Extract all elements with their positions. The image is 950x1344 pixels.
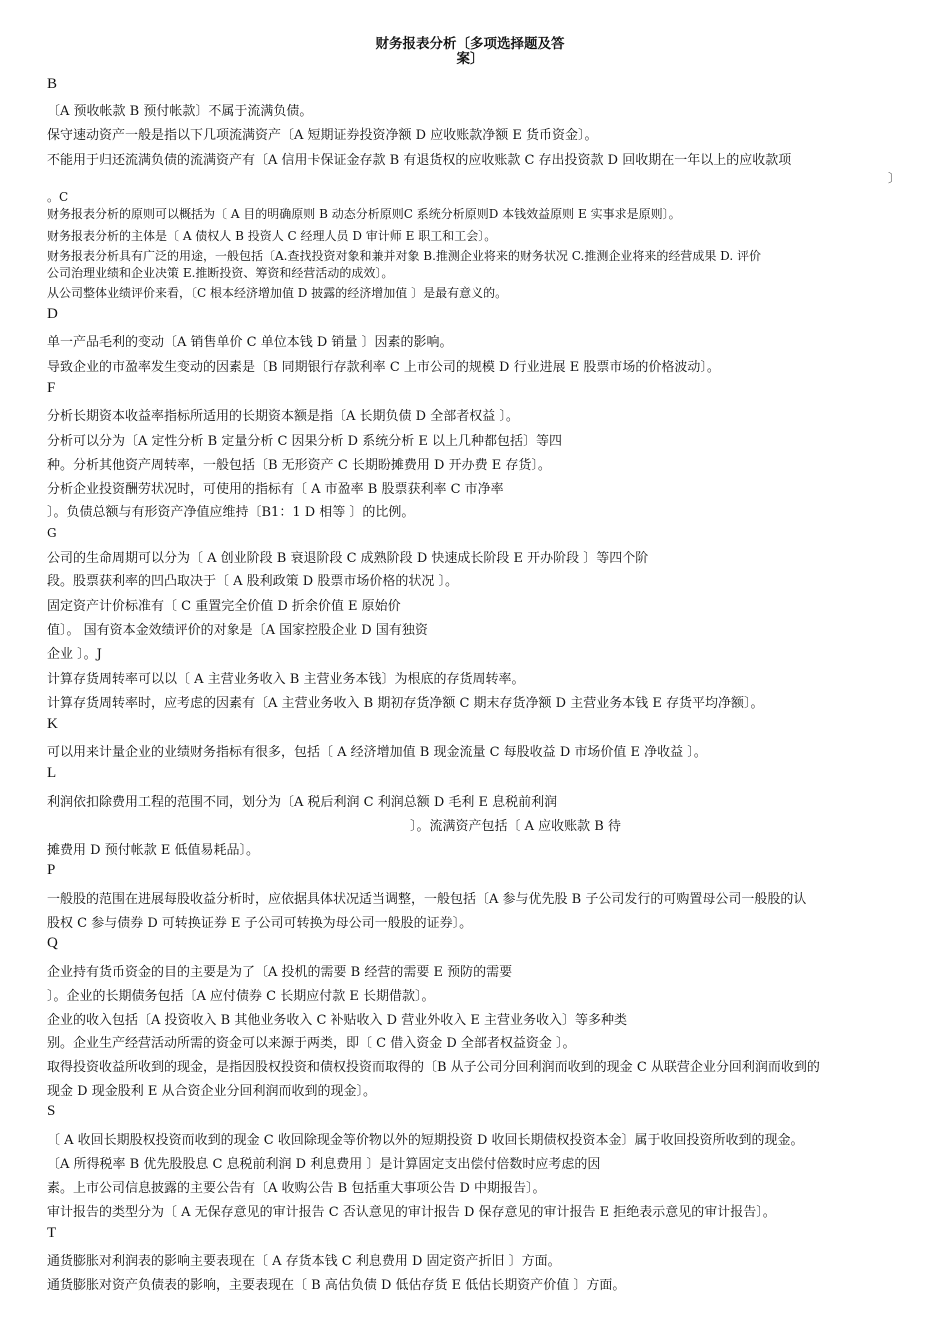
- text-line: 固定资产计价标准有〔 C 重置完全价值 D 折余价值 E 原始价: [47, 599, 401, 614]
- text-line: 从公司整体业绩评价来看，〔C 根本经济增加值 D 披露的经济增加值 〕是最有意义的。: [47, 286, 508, 300]
- section-letter-t: T: [47, 1225, 57, 1241]
- text-line: 通货膨胀对资产负债表的影响，主要表现在〔 B 高估负债 D 低估存货 E 低估长期资产价值 〕方面。: [47, 1278, 626, 1293]
- text-line: 计算存货周转率时，应考虑的因素有〔A 主营业务收入 B 期初存货净额 C 期末存货净额 D 主营业务本钱 E 存货平均净额〕。: [47, 696, 764, 711]
- text-line: 公司治理业绩和企业决策 E.推断投资、筹资和经营活动的成效〕。: [47, 266, 394, 280]
- section-letter-d: D: [47, 306, 58, 322]
- text-line: 企业持有货币资金的目的主要是为了〔A 投机的需要 B 经营的需要 E 预防的需要: [47, 965, 513, 980]
- text-line: 〕: [888, 171, 901, 185]
- text-line: 企业的收入包括〔A 投资收入 B 其他业务收入 C 补贴收入 D 营业外收入 E 主营业务收入〕等多种类: [47, 1013, 627, 1028]
- text-line: 段。股票获利率的凹凸取决于〔 A 股利政策 D 股票市场价格的状况 〕。: [47, 574, 458, 589]
- text-line: 保守速动资产一般是指以下几项流满资产〔A 短期证券投资净额 D 应收账款净额 E 货币资金〕。: [47, 128, 598, 143]
- text-line: 〕。企业的长期债务包括〔A 应付债券 C 长期应付款 E 长期借款〕。: [47, 989, 435, 1004]
- section-letter-s: S: [47, 1103, 56, 1119]
- text-line: 素。上市公司信息披露的主要公告有〔A 收购公告 B 包括重大事项公告 D 中期报告〕。: [47, 1181, 546, 1196]
- text-line: 一般股的范围在进展每股收益分析时，应依据具体状况适当调整，一般包括〔A 参与优先股 B 子公司发行的可购置母公司一般股的认: [47, 892, 807, 907]
- text-line: 分析可以分为〔A 定性分析 B 定量分析 C 因果分析 D 系统分析 E 以上几种都包括〕等四: [47, 434, 562, 449]
- text-line: 〔A 预收帐款 B 预付帐款〕不属于流满负债。: [47, 104, 313, 119]
- text-line: 单一产品毛利的变动〔A 销售单价 C 单位本钱 D 销量 〕因素的影响。: [47, 335, 453, 350]
- title-line-1: 财务报表分析〔多项选择题及答: [375, 36, 565, 52]
- section-letter-p: P: [47, 862, 56, 878]
- text-line: 〔A 所得税率 B 优先股股息 C 息税前利润 D 利息费用 〕是计算固定支出偿付倍数时应考虑的因: [47, 1157, 601, 1172]
- section-letter-b: B: [47, 76, 58, 92]
- section-letter-f: F: [47, 380, 56, 396]
- text-line: 财务报表分析具有广泛的用途，一般包括〔A.查找投资对象和兼并对象 B.推测企业将来的财务状况 C.推测企业将来的经营成果 D. 评价: [47, 249, 761, 263]
- text-line: 值〕。 国有资本金效绩评价的对象是〔A 国家控股企业 D 国有独资: [47, 623, 428, 638]
- text-line: 计算存货周转率可以以〔 A 主营业务收入 B 主营业务本钱〕为根底的存货周转率。: [47, 672, 525, 687]
- text-line: 〕。负债总额与有形资产净值应维持〔B1：1 D 相等 〕的比例。: [47, 505, 415, 520]
- text-line: 〔 A 收回长期股权投资而收到的现金 C 收回除现金等价物以外的短期投资 D 收回长期债权投资本金〕属于收回投资所收到的现金。: [47, 1133, 804, 1148]
- text-line: 。C: [47, 190, 69, 204]
- text-line: 摊费用 D 预付帐款 E 低值易耗品〕。: [47, 843, 259, 858]
- text-line: 不能用于归还流满负债的流满资产有〔A 信用卡保证金存款 B 有退货权的应收账款 C 存出投资款 D 回收期在一年以上的应收款项: [47, 153, 792, 168]
- page-title: [340, 37, 600, 67]
- text-line: 〕。流满资产包括〔 A 应收账款 B 待: [410, 819, 621, 834]
- text-line: 分析企业投资酬劳状况时，可使用的指标有〔 A 市盈率 B 股票获利率 C 市净率: [47, 482, 504, 497]
- text-line: 企业 〕。J: [47, 647, 102, 662]
- text-line: 可以用来计量企业的业绩财务指标有很多，包括〔 A 经济增加值 B 现金流量 C 每股收益 D 市场价值 E 净收益 〕。: [47, 745, 707, 760]
- text-line: 审计报告的类型分为〔 A 无保存意见的审计报告 C 否认意见的审计报告 D 保存意见的审计报告 E 拒绝表示意见的审计报告〕。: [47, 1205, 776, 1220]
- text-line: 种。分析其他资产周转率，一般包括〔B 无形资产 C 长期盼摊费用 D 开办费 E 存货〕。: [47, 458, 551, 473]
- text-line: 财务报表分析的原则可以概括为〔 A 目的明确原则 B 动态分析原则C 系统分析原则D 本钱效益原则 E 实事求是原则〕。: [47, 207, 681, 221]
- section-letter-g: G: [47, 526, 57, 540]
- text-line: 通货膨胀对利润表的影响主要表现在〔 A 存货本钱 C 利息费用 D 固定资产折旧 〕方面。: [47, 1254, 561, 1269]
- text-line: 别。企业生产经营活动所需的资金可以来源于两类，即〔 C 借入资金 D 全部者权益资金 〕。: [47, 1036, 576, 1051]
- section-letter-k: K: [47, 716, 58, 732]
- section-letter-q: Q: [47, 935, 58, 951]
- text-line: 导致企业的市盈率发生变动的因素是〔B 同期银行存款利率 C 上市公司的规模 D 行业进展 E 股票市场的价格波动〕。: [47, 360, 720, 375]
- section-letter-l: L: [47, 765, 57, 781]
- text-line: 公司的生命周期可以分为〔 A 创业阶段 B 衰退阶段 C 成熟阶段 D 快速成长阶段 E 开办阶段 〕等四个阶: [47, 551, 649, 566]
- text-line: 分析长期资本收益率指标所适用的长期资本额是指〔A 长期负债 D 全部者权益 〕。: [47, 409, 519, 424]
- text-line: 利润依扣除费用工程的范围不同，划分为〔A 税后利润 C 利润总额 D 毛利 E 息税前利润: [47, 795, 558, 810]
- text-line: 现金 D 现金股利 E 从合资企业分回利润而收到的现金〕。: [47, 1084, 376, 1099]
- title-line-2: 案〕: [456, 51, 484, 67]
- text-line: 财务报表分析的主体是〔 A 债权人 B 投资人 C 经理人员 D 审计师 E 职工和工会〕。: [47, 229, 497, 243]
- text-line: 取得投资收益所收到的现金，是指因股权投资和债权投资而取得的〔B 从子公司分回利润而收到的现金 C 从联营企业分回利润而收到的: [47, 1060, 820, 1075]
- text-line: 股权 C 参与债券 D 可转换证券 E 子公司可转换为母公司一般股的证券〕。: [47, 916, 473, 931]
